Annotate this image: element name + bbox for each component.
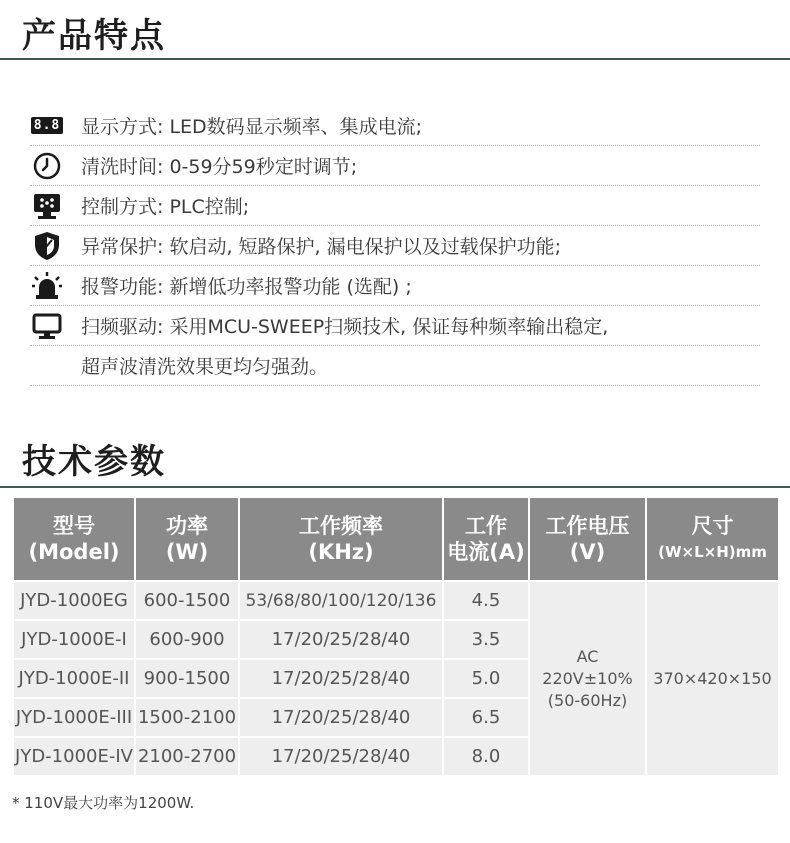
header-line1: 工作电压 [545,514,630,538]
feature-text: 异常保护: 软启动, 短路保护, 漏电保护以及过载保护功能; [81,236,562,258]
cell-model: JYD-1000E-I [14,621,134,658]
cell-model: JYD-1000E-II [14,660,134,697]
features-list [30,106,760,386]
features-title-rule [0,58,790,60]
cell-frequency: 17/20/25/28/40 [240,660,442,697]
cell-power: 600-900 [136,621,238,658]
header-voltage [530,498,645,580]
header-line1: 尺寸 [691,514,734,538]
header-size [647,498,778,580]
feature-text: 显示方式: LED数码显示频率、集成电流; [81,116,423,138]
feature-item-alarm [30,266,760,306]
clock-icon [30,149,64,183]
feature-item-sweep-continued [30,346,760,386]
feature-text: 超声波清洗效果更均匀强劲。 [81,356,329,378]
cell-power: 1500-2100 [136,699,238,736]
header-line1: 工作频率 [299,514,383,538]
cell-current: 4.5 [444,582,528,619]
cell-model: JYD-1000E-IV [14,738,134,775]
plc-monitor-icon [30,189,64,223]
feature-text: 清洗时间: 0-59分59秒定时调节; [81,156,358,178]
spec-table [12,496,780,777]
cell-size: 370×420×150 [647,582,778,775]
header-current [444,498,528,580]
cell-voltage [530,582,645,775]
cell-current: 8.0 [444,738,528,775]
alarm-light-icon [30,269,64,303]
feature-item-clean-time [30,146,760,186]
header-line2: (KHz) [308,540,374,564]
specs-title-rule [0,486,790,488]
features-title: 产品特点 [22,16,166,56]
cell-current: 3.5 [444,621,528,658]
header-line2: (W) [165,540,209,564]
header-line1: 功率 [166,514,208,538]
specs-title: 技术参数 [22,442,166,482]
feature-text: 控制方式: PLC控制; [81,196,250,218]
header-line2: (Model) [28,540,120,564]
cell-power: 600-1500 [136,582,238,619]
cell-model: JYD-1000EG [14,582,134,619]
cell-frequency: 17/20/25/28/40 [240,738,442,775]
feature-text: 扫频驱动: 采用MCU-SWEEP扫频技术, 保证每种频率输出稳定, [81,316,609,338]
table-row [14,582,778,619]
cell-power: 900-1500 [136,660,238,697]
feature-item-protection [30,226,760,266]
header-line2: (W×L×H)mm [658,543,767,561]
header-line1: 工作 [465,514,507,538]
header-frequency [240,498,442,580]
voltage-line2: (50-60Hz) [547,690,628,710]
header-line2: (V) [569,540,606,564]
led-display-icon [30,109,64,143]
cell-frequency: 17/20/25/28/40 [240,621,442,658]
feature-item-display [30,106,760,146]
header-power [136,498,238,580]
feature-item-control [30,186,760,226]
header-model [14,498,134,580]
feature-item-sweep [30,306,760,346]
led-display-icon-text: 8.8 [31,117,63,134]
cell-power: 2100-2700 [136,738,238,775]
footnote: * 110V最大功率为1200W. [12,794,195,812]
cell-model: JYD-1000E-III [14,699,134,736]
feature-text: 报警功能: 新增低功率报警功能 (选配) ; [81,276,412,298]
header-line2: 电流(A) [447,540,525,564]
voltage-line1: AC 220V±10% [542,646,633,688]
spec-table-header [14,498,778,580]
shield-icon [30,229,64,263]
cell-current: 6.5 [444,699,528,736]
cell-frequency: 53/68/80/100/120/136 [240,582,442,619]
cell-frequency: 17/20/25/28/40 [240,699,442,736]
monitor-icon [30,309,64,343]
header-line1: 型号 [53,514,95,538]
cell-current: 5.0 [444,660,528,697]
